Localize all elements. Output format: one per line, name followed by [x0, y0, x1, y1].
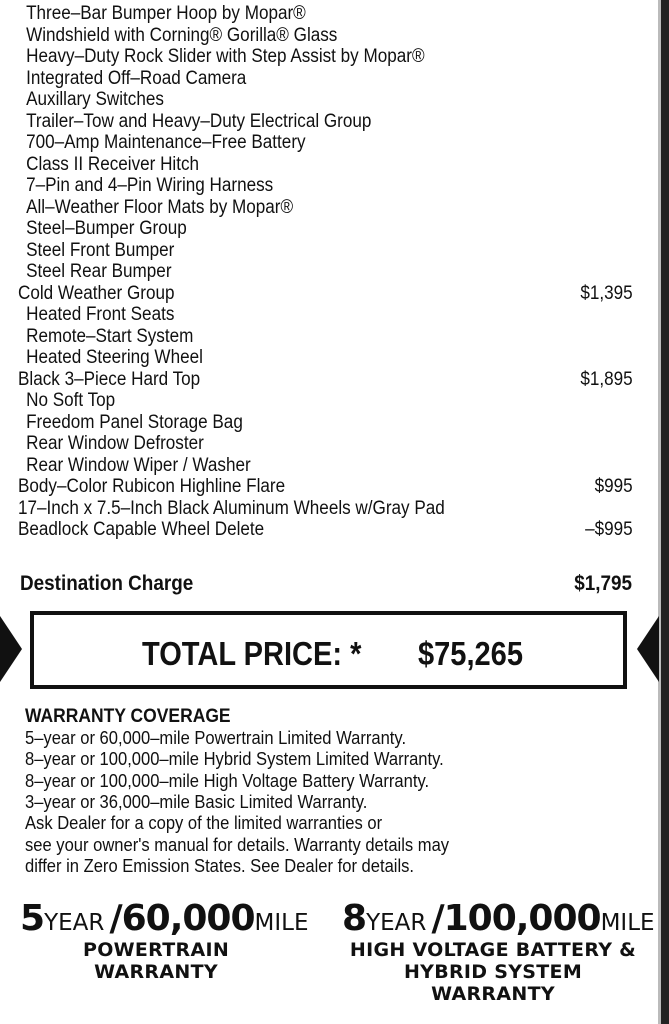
option-label: Beadlock Capable Wheel Delete: [18, 519, 265, 540]
option-sub-item: [0, 218, 572, 240]
badge-years-number: 8: [342, 898, 367, 939]
option-label: Auxillary Switches: [26, 89, 164, 110]
warranty-line: 5–year or 60,000–mile Powertrain Limited Warranty.: [25, 728, 407, 748]
badge-caption-line-1: HIGH VOLTAGE BATTERY &: [349, 939, 637, 961]
option-sub-item: [0, 326, 572, 348]
right-arrow-icon: [637, 616, 659, 682]
badge-caption: POWERTRAIN WARRANTY: [82, 939, 230, 983]
destination-charge-label: Destination Charge: [20, 572, 194, 595]
option-sub-item: [0, 240, 572, 262]
option-label: Class II Receiver Hitch: [26, 153, 200, 175]
option-sub-item: [0, 390, 572, 412]
option-sub-item: [0, 25, 572, 47]
option-sub-item: [0, 433, 572, 455]
total-price-label: TOTAL PRICE: *: [142, 635, 362, 672]
warranty-line: 3–year or 36,000–mile Basic Limited Warranty.: [25, 791, 368, 812]
option-label: Windshield with Corning® Gorilla® Glass: [26, 24, 338, 46]
option-price: –$995: [585, 519, 633, 540]
total-price-value: $75,265: [418, 635, 523, 672]
option-item: [0, 519, 633, 541]
option-label: Trailer–Tow and Heavy–Duty Electrical Group: [26, 110, 372, 132]
powertrain-warranty-badge: [20, 898, 309, 983]
total-price-box: [30, 611, 627, 689]
option-label: Three–Bar Bumper Hoop by Mopar®: [26, 3, 306, 24]
option-sub-item: [0, 68, 572, 90]
option-label: Rear Window Defroster: [26, 433, 204, 454]
option-label: Remote–Start System: [26, 325, 194, 347]
destination-charge-row: [20, 572, 632, 598]
option-item: [0, 282, 633, 305]
warranty-line: Ask Dealer for a copy of the limited warranties or: [25, 813, 383, 834]
badge-miles-unit: MILE: [254, 910, 309, 936]
warranty-line: 8–year or 100,000–mile Hybrid System Limited Warranty.: [25, 749, 444, 770]
option-sub-item: [0, 132, 572, 154]
option-sub-item: [0, 3, 572, 25]
option-label: Steel Rear Bumper: [26, 261, 172, 282]
option-item: [0, 368, 633, 391]
option-label: 700–Amp Maintenance–Free Battery: [26, 132, 306, 153]
destination-charge-price: $1,795: [574, 572, 632, 595]
battery-warranty-badge: [342, 898, 655, 1005]
option-label: Black 3–Piece Hard Top: [18, 368, 201, 390]
option-price: $1,895: [580, 368, 633, 390]
warranty-line: differ in Zero Emission States. See Dealer for details.: [25, 855, 415, 876]
option-label: Heated Front Seats: [26, 304, 175, 325]
option-label: Heated Steering Wheel: [26, 347, 203, 368]
option-label: Cold Weather Group: [18, 282, 175, 304]
option-label: Heavy–Duty Rock Slider with Step Assist by Mopar®: [26, 46, 425, 67]
page-edge: [661, 0, 669, 1024]
option-sub-item: [0, 175, 572, 197]
option-sub-item: [0, 154, 572, 176]
option-sub-item: [0, 455, 572, 477]
option-label: Steel–Bumper Group: [26, 218, 187, 239]
warranty-line: 8–year or 100,000–mile High Voltage Battery Warranty.: [25, 770, 430, 791]
option-label: No Soft Top: [26, 390, 116, 411]
option-sub-item: [0, 89, 572, 111]
option-sub-item: [0, 347, 572, 369]
badge-caption-line-2: HYBRID SYSTEM WARRANTY: [403, 961, 583, 1005]
option-label: Integrated Off–Road Camera: [26, 67, 247, 89]
option-sub-item: [0, 197, 572, 219]
option-price: $995: [594, 476, 633, 497]
option-label: Body–Color Rubicon Highline Flare: [18, 476, 286, 497]
option-label: 7–Pin and 4–Pin Wiring Harness: [26, 175, 274, 196]
badge-years-number: 5: [20, 898, 45, 939]
badge-miles-unit: MILE: [600, 910, 655, 936]
option-label: 17–Inch x 7.5–Inch Black Aluminum Wheels w/Gray Pad: [18, 497, 445, 519]
badge-years-unit: YEAR: [44, 910, 105, 936]
option-label: Freedom Panel Storage Bag: [26, 411, 243, 433]
option-label: All–Weather Floor Mats by Mopar®: [26, 196, 294, 218]
option-sub-item: [0, 261, 572, 283]
badge-years-unit: YEAR: [366, 910, 427, 936]
option-sub-item: [0, 111, 572, 133]
warranty-line: see your owner's manual for details. Warranty details may: [25, 834, 450, 855]
option-label: Rear Window Wiper / Washer: [26, 454, 251, 476]
option-sub-item: [0, 304, 572, 326]
left-arrow-icon: [0, 616, 22, 682]
option-item: [0, 476, 633, 498]
warranty-title: WARRANTY COVERAGE: [25, 706, 231, 727]
badge-miles-number: /60,000: [109, 898, 255, 939]
option-label: Steel Front Bumper: [26, 239, 175, 261]
option-sub-item: [0, 412, 572, 434]
option-price: $1,395: [580, 282, 633, 304]
option-sub-item: [0, 46, 572, 68]
option-item: [0, 498, 572, 520]
badge-miles-number: /100,000: [431, 898, 601, 939]
